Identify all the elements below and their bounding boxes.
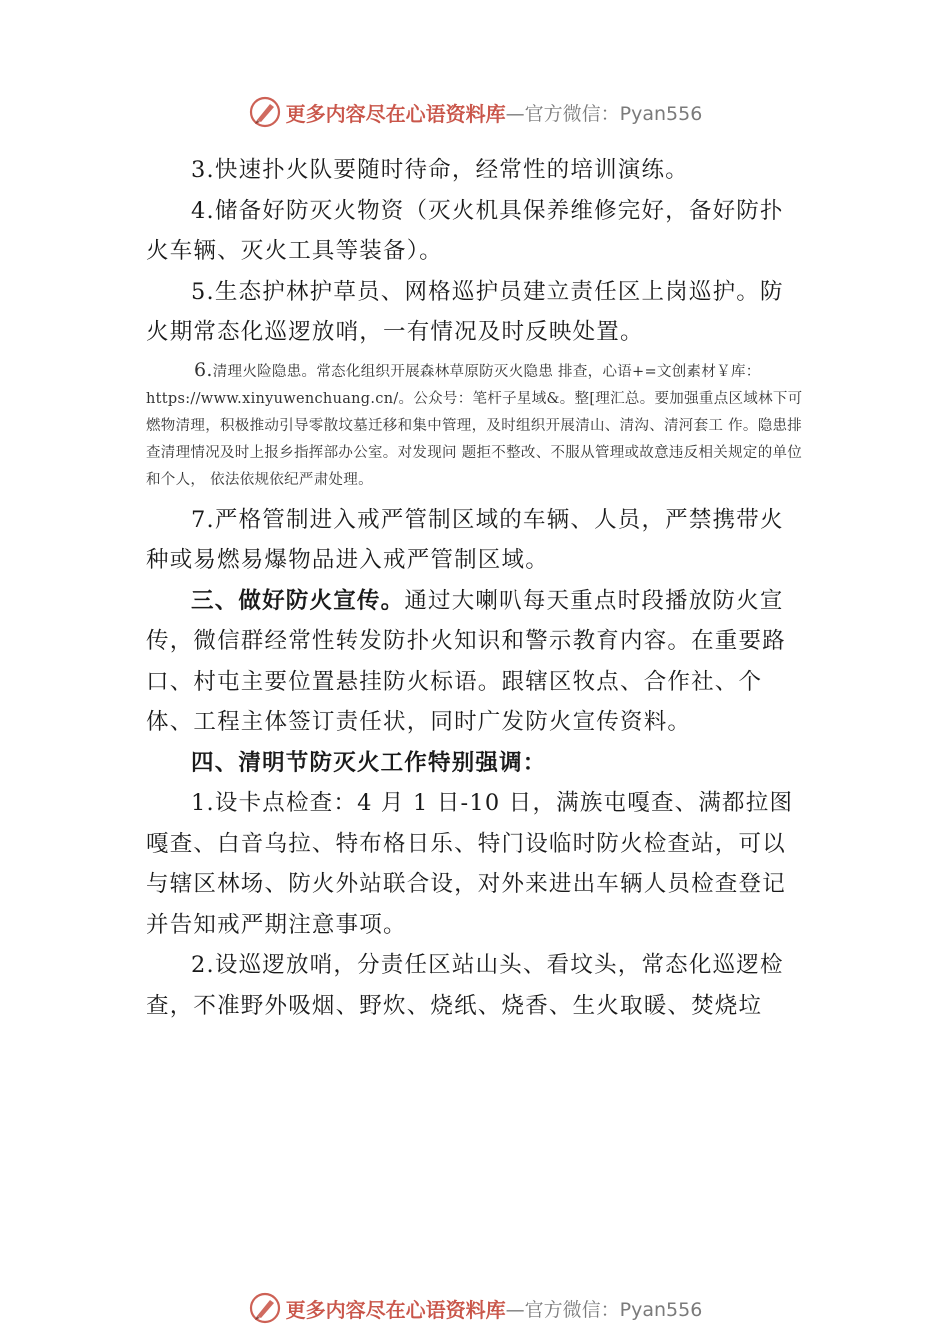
banner-wechat-id: —官方微信：Pyan556 (505, 102, 703, 125)
banner-wechat-id: —官方微信：Pyan556 (505, 1298, 703, 1321)
banner-site-name: 更多内容尽在心语资料库 (285, 101, 506, 126)
banner-site-name: 更多内容尽在心语资料库 (285, 1297, 506, 1322)
section-3-paragraph (146, 581, 806, 743)
paragraph-item-5: 5.生态护林护草员、网格巡护员建立责任区上岗巡护。防火期常态化巡逻放哨，一有情况及时反映处置。 (146, 278, 784, 345)
section-4-item-2: 2.设巡逻放哨，分责任区站山头、看坟头，常态化巡逻检查，不准野外吸烟、野炊、烧纸、烧香、生火取暖、焚烧垃 (146, 952, 784, 1019)
item-6-text: 清理火险隐患。常态化组织开展森林草原防灭火隐患 排查，心语+=文创素材￥库：https://www.xinyuwenchuang.cn/。公众号：笔杆子星域&。整[理汇总。要加强重点区域林下可燃物清理，积极推动引导零散坟墓迁移和集中管理，及时组织开展清山、清沟、清河套工 作。隐患排查清理情况及时上报乡指挥部办公室。对发现问 题拒不整改、不服从管理或故意违反相关规定的单位和个人， 依法依规依纪严肃处理。 (146, 363, 803, 488)
paragraph-item-7: 7.严格管制进入戒严管制区域的车辆、人员，严禁携带火种或易燃易爆物品进入戒严管制区域。 (146, 506, 784, 573)
pen-logo-icon (248, 1291, 282, 1325)
section-4-item-1: 1.设卡点检查：4 月 1 日-10 日，满族屯嘎查、满都拉图嘎查、白音乌拉、特布格日乐、特门设临时防火检查站，可以与辖区林场、防火外站联合设，对外来进出车辆人员检查登记并告知戒严期注意事项。 (146, 790, 794, 938)
footer-watermark-banner (0, 1288, 950, 1328)
paragraph-item-3: 3.快速扑火队要随时待命，经常性的培训演练。 (191, 157, 689, 183)
section-3-body: 通过大喇叭每天重点时段播放防火宣传，微信群经常性转发防扑火知识和警示教育内容。在重要路口、村屯主要位置悬挂防火标语。跟辖区牧点、合作社、个体、工程主体签订责任状，同时广发防火宣传资料。 (146, 587, 786, 735)
pen-logo-icon (248, 95, 282, 129)
section-4-heading: 四、清明节防灭火工作特别强调： (191, 749, 547, 776)
item-6-number: 6. (194, 358, 213, 381)
header-watermark-banner (0, 92, 950, 132)
document-body (146, 150, 806, 1026)
section-3-heading: 三、做好防火宣传。 (191, 587, 405, 614)
paragraph-item-6 (146, 357, 806, 494)
paragraph-item-4: 4.储备好防灭火物资（灭火机具保养维修完好，备好防扑火车辆、灭火工具等装备）。 (146, 197, 784, 264)
